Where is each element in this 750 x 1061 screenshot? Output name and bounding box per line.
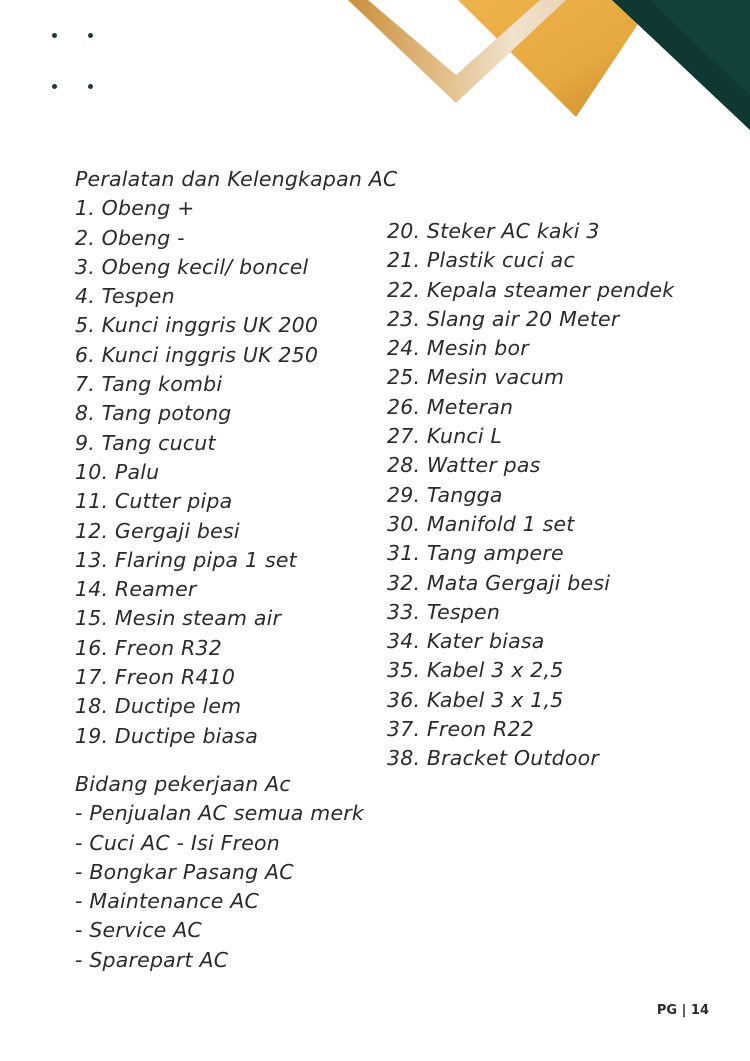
- tool-list-item: 29. Tangga: [387, 482, 503, 507]
- tool-list-item: 24. Mesin bor: [387, 336, 529, 361]
- decorative-dot: [88, 33, 93, 38]
- service-list-item: - Penjualan AC semua merk: [75, 801, 364, 826]
- tool-list-item: 5. Kunci inggris UK 200: [75, 313, 319, 338]
- tools-heading: Peralatan dan Kelengkapan AC: [75, 167, 398, 191]
- tool-list-item: 8. Tang potong: [75, 401, 232, 426]
- decorative-dot: [52, 33, 57, 38]
- tool-list-item: 1. Obeng +: [75, 196, 195, 221]
- page-number: PG | 14: [656, 1003, 709, 1018]
- tool-list-item: 32. Mata Gergaji besi: [387, 570, 611, 595]
- tool-list-item: 17. Freon R410: [75, 665, 236, 690]
- tool-list-item: 18. Ductipe lem: [75, 694, 242, 719]
- decorative-dot: [52, 84, 57, 89]
- service-list-item: - Maintenance AC: [75, 889, 259, 914]
- decorative-dot: [88, 84, 93, 89]
- tool-list-item: 26. Meteran: [387, 394, 514, 419]
- tool-list-item: 14. Reamer: [75, 577, 197, 602]
- tool-list-item: 4. Tespen: [75, 284, 175, 309]
- tool-list-item: 31. Tang ampere: [387, 541, 564, 566]
- tool-list-item: 22. Kepala steamer pendek: [387, 277, 675, 302]
- tool-list-item: 37. Freon R22: [387, 717, 534, 742]
- tool-list-item: 34. Kater biasa: [387, 629, 545, 654]
- tool-list-item: 20. Steker AC kaki 3: [387, 219, 600, 243]
- tool-list-item: 25. Mesin vacum: [387, 365, 565, 390]
- tool-list-item: 3. Obeng kecil/ boncel: [75, 254, 309, 279]
- tool-list-item: 12. Gergaji besi: [75, 518, 240, 543]
- tool-list-item: 28. Watter pas: [387, 453, 541, 478]
- tool-list-item: 30. Manifold 1 set: [387, 511, 575, 536]
- tools-list-right: [387, 217, 674, 774]
- tool-list-item: 10. Palu: [75, 459, 160, 484]
- tool-list-item: 33. Tespen: [387, 599, 501, 624]
- tool-list-item: 6. Kunci inggris UK 250: [75, 342, 319, 367]
- service-list-item: - Sparepart AC: [75, 947, 229, 972]
- service-list-item: - Bongkar Pasang AC: [75, 859, 294, 884]
- tool-list-item: 36. Kabel 3 x 1,5: [387, 687, 564, 712]
- tools-list-left: [75, 165, 398, 751]
- tool-list-item: 9. Tang cucut: [75, 430, 216, 455]
- tool-list-item: 21. Plastik cuci ac: [387, 248, 575, 273]
- tool-list-item: 19. Ductipe biasa: [75, 723, 258, 748]
- tool-list-item: 35. Kabel 3 x 2,5: [387, 658, 564, 683]
- service-list-item: - Cuci AC - Isi Freon: [75, 830, 280, 855]
- tool-list-item: 13. Flaring pipa 1 set: [75, 547, 297, 572]
- tool-list-item: 27. Kunci L: [387, 424, 503, 449]
- services-list: [75, 770, 364, 975]
- tool-list-item: 23. Slang air 20 Meter: [387, 306, 620, 331]
- tool-list-item: 15. Mesin steam air: [75, 606, 282, 631]
- tool-list-item: 38. Bracket Outdoor: [387, 746, 599, 771]
- tool-list-item: 11. Cutter pipa: [75, 489, 233, 514]
- tool-list-item: 16. Freon R32: [75, 635, 222, 660]
- tool-list-item: 7. Tang kombi: [75, 372, 223, 397]
- service-list-item: - Service AC: [75, 918, 202, 943]
- services-heading: Bidang pekerjaan Ac: [75, 772, 291, 796]
- tool-list-item: 2. Obeng -: [75, 225, 185, 250]
- header-decoration: [0, 0, 750, 140]
